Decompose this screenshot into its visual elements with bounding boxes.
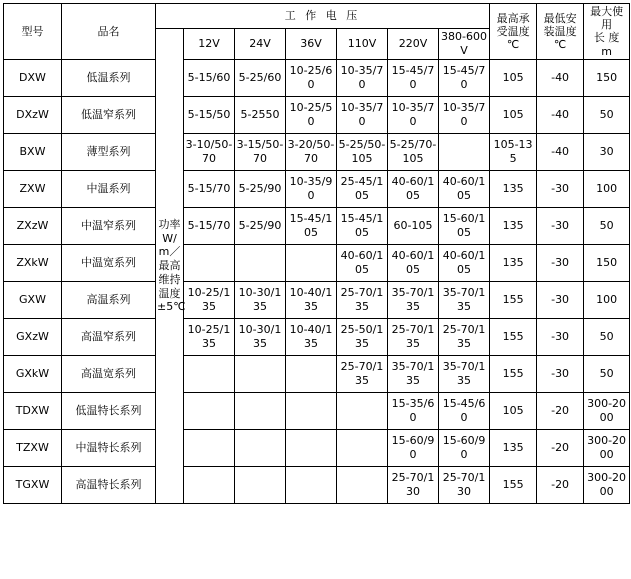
- table-row: [4, 96, 630, 133]
- cell-v36: 10-40/135: [286, 281, 337, 318]
- cell-v36: 3-20/50-70: [286, 133, 337, 170]
- cell-v380: 35-70/135: [439, 281, 490, 318]
- cell-v220: 40-60/105: [388, 244, 439, 281]
- cell-v24: 5-25/60: [235, 59, 286, 96]
- cell-v380: 15-45/60: [439, 392, 490, 429]
- table-row: [4, 244, 630, 281]
- cell-length: 50: [584, 96, 630, 133]
- table-row: [4, 170, 630, 207]
- cell-v12: 3-10/50-70: [184, 133, 235, 170]
- cell-name: 低温特长系列: [62, 392, 156, 429]
- cell-v110: [337, 466, 388, 503]
- cell-name: 高温窄系列: [62, 318, 156, 355]
- cell-v220: 35-70/135: [388, 355, 439, 392]
- table-row: [4, 392, 630, 429]
- cell-v380: 25-70/130: [439, 466, 490, 503]
- cell-tmin: -20: [537, 429, 584, 466]
- cell-v220: 40-60/105: [388, 170, 439, 207]
- cell-v220: 15-35/60: [388, 392, 439, 429]
- cell-model: BXW: [4, 133, 62, 170]
- table-header-row-1: [4, 4, 630, 29]
- cell-v12: [184, 244, 235, 281]
- cell-v24: 3-15/50-70: [235, 133, 286, 170]
- cell-v12: [184, 429, 235, 466]
- header-max-temp: [490, 4, 537, 60]
- cell-tmin: -30: [537, 207, 584, 244]
- header-voltage-12v: 12V: [184, 29, 235, 60]
- cell-v380: 15-45/70: [439, 59, 490, 96]
- cell-length: 50: [584, 207, 630, 244]
- cell-model: ZXzW: [4, 207, 62, 244]
- header-power-vertical: [156, 29, 184, 504]
- header-power-vertical-text: 功率W/m／最高维持温度±5℃: [157, 217, 186, 314]
- cell-tmin: -30: [537, 170, 584, 207]
- cell-tmin: -30: [537, 318, 584, 355]
- header-voltage-24v: 24V: [235, 29, 286, 60]
- header-product-name: 品名: [62, 4, 156, 60]
- cell-v380: 10-35/70: [439, 96, 490, 133]
- cell-v24: [235, 429, 286, 466]
- cell-v24: [235, 244, 286, 281]
- header-max-temp-line2: 受温度: [496, 24, 530, 38]
- cell-v36: [286, 466, 337, 503]
- cell-v24: [235, 392, 286, 429]
- cell-length: 50: [584, 318, 630, 355]
- header-max-length-line1: 最大使用: [590, 5, 624, 32]
- table-row: [4, 355, 630, 392]
- cell-tmax: 155: [490, 355, 537, 392]
- cell-v12: 10-25/135: [184, 281, 235, 318]
- cell-v380: 25-70/135: [439, 318, 490, 355]
- cell-v110: 25-70/135: [337, 355, 388, 392]
- cell-v110: 10-35/70: [337, 96, 388, 133]
- cell-v220: 25-70/130: [388, 466, 439, 503]
- cell-model: GXkW: [4, 355, 62, 392]
- cell-model: DXzW: [4, 96, 62, 133]
- cell-v36: 10-25/50: [286, 96, 337, 133]
- cell-tmax: 105: [490, 392, 537, 429]
- cell-v24: [235, 355, 286, 392]
- cell-v220: 5-25/70-105: [388, 133, 439, 170]
- cell-v220: 25-70/135: [388, 318, 439, 355]
- cell-name: 高温特长系列: [62, 466, 156, 503]
- cell-v110: 10-35/70: [337, 59, 388, 96]
- cell-v110: 25-50/135: [337, 318, 388, 355]
- cell-tmin: -20: [537, 466, 584, 503]
- cell-name: 中温宽系列: [62, 244, 156, 281]
- cell-length: 100: [584, 170, 630, 207]
- cell-v110: [337, 429, 388, 466]
- cell-v220: 15-45/70: [388, 59, 439, 96]
- cell-v12: 5-15/70: [184, 170, 235, 207]
- cell-v12: [184, 392, 235, 429]
- header-max-temp-line1: 最高承: [496, 11, 530, 25]
- cell-v36: [286, 429, 337, 466]
- cell-v24: 10-30/135: [235, 281, 286, 318]
- cell-length: 300-2000: [584, 392, 630, 429]
- cell-v12: 5-15/60: [184, 59, 235, 96]
- header-min-temp: [537, 4, 584, 60]
- cell-name: 中温系列: [62, 170, 156, 207]
- cell-model: ZXW: [4, 170, 62, 207]
- header-min-temp-line1: 最低安: [543, 11, 577, 25]
- cell-tmax: 105: [490, 96, 537, 133]
- cell-name: 中温窄系列: [62, 207, 156, 244]
- header-max-length-unit: m: [601, 44, 612, 58]
- cell-v12: 5-15/70: [184, 207, 235, 244]
- cell-model: ZXkW: [4, 244, 62, 281]
- cell-model: TGXW: [4, 466, 62, 503]
- cell-v36: [286, 392, 337, 429]
- cell-tmin: -40: [537, 133, 584, 170]
- header-voltage-220v: 220V: [388, 29, 439, 60]
- cell-model: GXW: [4, 281, 62, 318]
- cell-tmin: -30: [537, 244, 584, 281]
- header-min-temp-unit: ℃: [553, 37, 567, 51]
- cell-tmax: 155: [490, 466, 537, 503]
- header-max-temp-unit: ℃: [506, 37, 520, 51]
- cell-length: 30: [584, 133, 630, 170]
- cell-v110: 5-25/50-105: [337, 133, 388, 170]
- cell-v110: [337, 392, 388, 429]
- cell-v36: 15-45/105: [286, 207, 337, 244]
- header-voltage-380-600v: 380-600V: [439, 29, 490, 60]
- header-min-temp-line2: 装温度: [543, 24, 577, 38]
- table-row: [4, 318, 630, 355]
- cell-length: 150: [584, 59, 630, 96]
- cell-v380: [439, 133, 490, 170]
- cell-v12: [184, 466, 235, 503]
- cell-v380: 15-60/105: [439, 207, 490, 244]
- header-model: 型号: [4, 4, 62, 60]
- cell-name: 薄型系列: [62, 133, 156, 170]
- cell-v110: 40-60/105: [337, 244, 388, 281]
- table-row: [4, 429, 630, 466]
- cell-name: 中温特长系列: [62, 429, 156, 466]
- header-max-length: [584, 4, 630, 60]
- cell-name: 低温系列: [62, 59, 156, 96]
- cell-model: TZXW: [4, 429, 62, 466]
- cell-model: GXzW: [4, 318, 62, 355]
- cell-tmax: 135: [490, 429, 537, 466]
- cell-v380: 15-60/90: [439, 429, 490, 466]
- cell-tmax: 135: [490, 207, 537, 244]
- cell-tmin: -20: [537, 392, 584, 429]
- cell-model: DXW: [4, 59, 62, 96]
- cell-v380: 35-70/135: [439, 355, 490, 392]
- cell-tmax: 135: [490, 244, 537, 281]
- cell-tmax: 155: [490, 318, 537, 355]
- cell-v36: 10-35/90: [286, 170, 337, 207]
- cell-v12: 10-25/135: [184, 318, 235, 355]
- cell-length: 300-2000: [584, 429, 630, 466]
- cell-v24: 10-30/135: [235, 318, 286, 355]
- header-voltage-110v: 110V: [337, 29, 388, 60]
- table-row: [4, 59, 630, 96]
- cell-v110: 15-45/105: [337, 207, 388, 244]
- cell-tmin: -40: [537, 96, 584, 133]
- cell-v220: 60-105: [388, 207, 439, 244]
- cell-name: 高温系列: [62, 281, 156, 318]
- cell-v12: 5-15/50: [184, 96, 235, 133]
- cell-tmax: 135: [490, 170, 537, 207]
- table-row: [4, 466, 630, 503]
- cell-v36: 10-40/135: [286, 318, 337, 355]
- table-row: [4, 281, 630, 318]
- cell-v24: [235, 466, 286, 503]
- cell-length: 300-2000: [584, 466, 630, 503]
- header-max-length-line2: 长 度: [593, 31, 620, 45]
- cell-v36: [286, 355, 337, 392]
- cell-tmin: -40: [537, 59, 584, 96]
- cell-v110: 25-70/135: [337, 281, 388, 318]
- cell-length: 100: [584, 281, 630, 318]
- cell-v380: 40-60/105: [439, 244, 490, 281]
- cell-v220: 10-35/70: [388, 96, 439, 133]
- cell-v220: 35-70/135: [388, 281, 439, 318]
- cell-v12: [184, 355, 235, 392]
- cell-v24: 5-25/90: [235, 170, 286, 207]
- cell-tmin: -30: [537, 281, 584, 318]
- cell-name: 高温宽系列: [62, 355, 156, 392]
- cell-v380: 40-60/105: [439, 170, 490, 207]
- cell-tmax: 105-135: [490, 133, 537, 170]
- header-voltage-36v: 36V: [286, 29, 337, 60]
- table-row: [4, 133, 630, 170]
- specification-table: [3, 3, 630, 504]
- cell-v220: 15-60/90: [388, 429, 439, 466]
- cell-v36: [286, 244, 337, 281]
- cell-v24: 5-25/90: [235, 207, 286, 244]
- cell-tmax: 105: [490, 59, 537, 96]
- cell-model: TDXW: [4, 392, 62, 429]
- header-working-voltage: 工 作 电 压: [156, 4, 490, 29]
- cell-v36: 10-25/60: [286, 59, 337, 96]
- cell-name: 低温窄系列: [62, 96, 156, 133]
- table-row: [4, 207, 630, 244]
- cell-v24: 5-2550: [235, 96, 286, 133]
- cell-v110: 25-45/105: [337, 170, 388, 207]
- cell-length: 150: [584, 244, 630, 281]
- cell-tmin: -30: [537, 355, 584, 392]
- cell-tmax: 155: [490, 281, 537, 318]
- cell-length: 50: [584, 355, 630, 392]
- spec-table-page: [0, 3, 631, 579]
